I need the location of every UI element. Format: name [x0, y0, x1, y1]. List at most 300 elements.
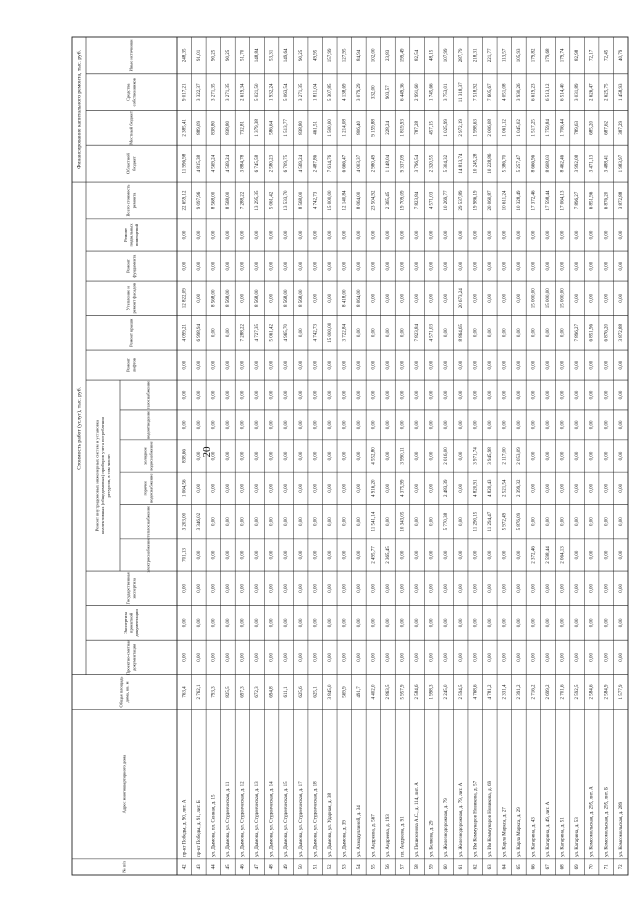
cell-oth: 84,94: [357, 49, 363, 62]
cell-reg: 8 462,46: [560, 154, 566, 173]
cell-bas: 0,00: [240, 230, 246, 240]
column-header: фундамента: [131, 254, 137, 278]
cell-s2: 11 294,47: [487, 511, 493, 532]
cell-fnd: 0,00: [415, 261, 421, 271]
cell-fnd: 0,00: [269, 261, 275, 271]
cell-no: 45: [226, 864, 232, 870]
cell-roof: 8 864,65: [458, 324, 464, 342]
cell-no: 69: [575, 864, 581, 870]
cell-total: 4 571,03: [429, 191, 435, 210]
cell-addr: ул. Андреева, д. 193: [386, 814, 392, 857]
cell-bas: 0,00: [284, 230, 290, 240]
cell-own: 11 318,37: [458, 82, 464, 103]
cell-s5: 0,00: [429, 420, 435, 430]
cell-reg: 6 745,58: [255, 154, 261, 173]
cell-c2: 0,00: [342, 618, 348, 628]
cell-fnd: 0,00: [531, 261, 537, 271]
cell-c2: 0,00: [560, 618, 566, 628]
cell-c1: 0,00: [400, 653, 406, 662]
cell-lift: 0,00: [342, 360, 348, 370]
cell-reg: 3 471,13: [589, 154, 595, 173]
cell-bas: 0,00: [313, 230, 319, 240]
cell-s6: 0,00: [502, 390, 508, 400]
cell-fnd: 0,00: [255, 261, 261, 271]
cell-s3: 0,00: [284, 483, 290, 493]
cell-s4: 838,66: [182, 449, 188, 463]
cell-lift: 0,00: [400, 360, 406, 370]
cell-fnd: 0,00: [298, 261, 304, 271]
cell-s4: 3 945,98: [487, 447, 493, 465]
cell-lift: 0,00: [502, 360, 508, 370]
cell-c2: 0,00: [429, 618, 435, 628]
cell-c3: 0,00: [618, 584, 624, 593]
cell-c1: 0,00: [327, 653, 333, 662]
cell-c3: 0,00: [560, 584, 566, 593]
cell-own: 2 619,34: [240, 83, 246, 102]
cell-s1: 0,00: [487, 550, 493, 560]
cell-s5: 0,00: [240, 420, 246, 430]
column-header: экспертиза: [131, 578, 137, 599]
cell-lift: 0,00: [604, 360, 610, 370]
column-header: электроснабжение: [145, 537, 151, 573]
cell-roof: 7 896,27: [575, 324, 581, 342]
cell-s3: 0,00: [269, 483, 275, 493]
cell-fnd: 0,00: [502, 261, 508, 271]
cell-fac: 0,00: [371, 293, 377, 303]
cell-c2: 0,00: [313, 618, 319, 628]
column-header: водоснабжение: [148, 441, 154, 471]
cell-s5: 0,00: [386, 420, 392, 430]
cell-c1: 0,00: [618, 653, 624, 662]
cell-roof: 0,00: [487, 328, 493, 338]
cell-s6: 0,00: [342, 390, 348, 400]
cell-no: 57: [400, 864, 406, 870]
cell-s3: 2 399,32: [517, 479, 523, 497]
cell-s1: 0,00: [211, 550, 217, 560]
cell-s4: 0,00: [255, 451, 261, 461]
cell-c1: 0,00: [211, 653, 217, 662]
cell-s5: 0,00: [211, 420, 217, 430]
cell-fac: 0,00: [444, 293, 450, 303]
cell-s5: 0,00: [487, 420, 493, 430]
cell-own: 5 307,85: [327, 83, 333, 102]
cell-lift: 0,00: [458, 360, 464, 370]
cell-c2: 0,00: [371, 618, 377, 628]
cell-loc: 787,28: [415, 121, 421, 135]
cell-fnd: 0,00: [575, 261, 581, 271]
cell-addr: ул. Дымова, ул. Студенческая, д. 11: [226, 781, 232, 857]
cell-bas: 0,00: [458, 230, 464, 240]
cell-total: 8 568,00: [211, 191, 217, 210]
cell-s4: 0,00: [415, 451, 421, 461]
cell-fnd: 0,00: [517, 261, 523, 271]
cell-no: 55: [371, 864, 377, 870]
cell-bas: 0,00: [196, 230, 202, 240]
cell-area: 697,3: [240, 686, 246, 698]
cell-s4: 0,00: [211, 451, 217, 461]
cell-s3: 1 064,56: [182, 479, 188, 497]
cell-s3: 0,00: [357, 483, 363, 493]
cell-lift: 0,00: [269, 360, 275, 370]
cell-oth: 148,84: [255, 48, 261, 63]
cell-reg: 5 386,70: [502, 154, 508, 173]
cell-total: 17 598,44: [546, 190, 552, 211]
cell-fac: 20 673,24: [458, 288, 464, 309]
cell-bas: 0,00: [182, 230, 188, 240]
cell-s4: 4 552,80: [371, 447, 377, 465]
cell-s5: 0,00: [502, 420, 508, 430]
cell-s3: 0,00: [429, 483, 435, 493]
cell-own: 3 271,35: [298, 83, 304, 102]
cell-c1: 0,00: [531, 653, 537, 662]
cell-area: 2 391,2: [517, 684, 523, 700]
cell-lift: 0,00: [473, 360, 479, 370]
column-header: № п/п: [121, 861, 127, 873]
cell-c3: 0,00: [240, 584, 246, 593]
cell-loc: 1 819,93: [400, 119, 406, 137]
cell-loc: 1 061,12: [502, 119, 508, 137]
cell-fnd: 0,00: [342, 261, 348, 271]
cell-fnd: 0,00: [313, 261, 319, 271]
cell-area: 2 863,5: [386, 684, 392, 700]
column-header: дома, кв. м: [124, 681, 130, 703]
column-header: Всего стоимость: [125, 184, 131, 217]
cell-s2: 0,00: [531, 517, 537, 526]
cell-c1: 0,00: [458, 653, 464, 662]
cell-s4: 0,00: [226, 451, 232, 461]
cell-bas: 0,00: [517, 230, 523, 240]
cell-own: 7 605,67: [487, 83, 493, 102]
cell-area: 611,1: [284, 686, 290, 698]
column-header: Утепление и: [125, 286, 131, 311]
cell-own: 6 449,36: [400, 83, 406, 102]
cell-s1: 2 064,13: [560, 546, 566, 564]
cell-lift: 0,00: [357, 360, 363, 370]
cell-c3: 0,00: [400, 584, 406, 593]
cell-fac: 8 064,00: [357, 289, 363, 308]
cell-no: 48: [269, 864, 275, 870]
cell-s2: 0,00: [298, 517, 304, 526]
cell-own: 1 811,04: [313, 83, 319, 101]
cell-oth: 49,95: [313, 49, 319, 62]
cell-s6: 0,00: [371, 390, 377, 400]
cell-c3: 0,00: [502, 584, 508, 593]
cell-addr: ул. Им Коммунаров Новикова, д. 69: [487, 780, 493, 857]
cell-s5: 0,00: [604, 420, 610, 430]
cell-loc: 1 513,77: [284, 119, 290, 137]
cell-lift: 0,00: [546, 360, 552, 370]
cell-s5: 0,00: [589, 420, 595, 430]
cell-s1: 2 495,77: [371, 546, 377, 564]
cell-lift: 0,00: [327, 360, 333, 370]
cell-loc: 1 517,25: [531, 119, 537, 137]
cell-roof: 7 288,22: [240, 324, 246, 342]
cell-s6: 0,00: [327, 390, 333, 400]
cell-s3: 0,00: [386, 483, 392, 493]
column-header: проектной: [128, 612, 134, 633]
cell-fnd: 0,00: [560, 261, 566, 271]
cell-s5: 0,00: [196, 420, 202, 430]
cell-no: 61: [458, 864, 464, 870]
group-header-cost: Стоимость работ (услуг), тыс. руб.: [76, 387, 83, 470]
cell-s2: 0,00: [269, 517, 275, 526]
cell-lift: 0,00: [444, 360, 450, 370]
cell-area: 825,5: [226, 686, 232, 698]
column-header: водоснабжение: [148, 473, 154, 503]
cell-roof: 0,00: [357, 328, 363, 338]
cell-addr: ул. Беляева, д. 29: [429, 820, 435, 857]
cell-s3: 0,00: [546, 483, 552, 493]
cell-no: 42: [182, 864, 188, 870]
cell-s4: 2 016,00: [444, 447, 450, 465]
cell-s6: 0,00: [429, 390, 435, 400]
cell-no: 67: [546, 864, 552, 870]
cell-lift: 0,00: [415, 360, 421, 370]
cell-fnd: 0,00: [284, 261, 290, 271]
cell-reg: 3 796,54: [415, 154, 421, 173]
cell-fnd: 0,00: [357, 261, 363, 271]
cell-lift: 0,00: [386, 360, 392, 370]
cell-own: 3 271,35: [211, 83, 217, 102]
cell-reg: 2 320,55: [429, 154, 435, 173]
cell-reg: 3 992,08: [575, 154, 581, 173]
cell-c1: 0,00: [560, 653, 566, 662]
cell-c3: 0,00: [226, 584, 232, 593]
cell-roof: 0,00: [502, 328, 508, 338]
cell-oth: 40,79: [618, 49, 624, 62]
cell-s6: 0,00: [269, 390, 275, 400]
cell-s2: 0,00: [357, 517, 363, 526]
cell-fnd: 0,00: [618, 261, 624, 271]
cell-total: 7 823,84: [415, 191, 421, 210]
cell-area: 4 768,6: [473, 684, 479, 700]
cell-fnd: 0,00: [604, 261, 610, 271]
cell-s6: 0,00: [196, 390, 202, 400]
cell-bas: 0,00: [618, 230, 624, 240]
cell-reg: 14 813,74: [458, 153, 464, 174]
cell-addr: пл. Андреева, д. 91: [400, 816, 406, 857]
cell-s4: 0,00: [284, 451, 290, 461]
cell-lift: 0,00: [240, 360, 246, 370]
cell-s3: 0,00: [531, 483, 537, 493]
cell-no: 44: [211, 864, 217, 870]
cell-s6: 0,00: [560, 390, 566, 400]
column-header: Средства: [125, 83, 131, 102]
column-header: теплоснабжение: [145, 505, 151, 538]
cell-s4: 0,00: [531, 451, 537, 461]
cell-fnd: 0,00: [429, 261, 435, 271]
cell-c2: 0,00: [444, 618, 450, 628]
group-header-systems: коллективных (общедомовых) приборов учета потребления: [100, 417, 106, 534]
cell-lift: 0,00: [196, 360, 202, 370]
cell-c2: 0,00: [269, 618, 275, 628]
cell-roof: 0,00: [386, 328, 392, 338]
cell-area: 694,8: [269, 686, 275, 698]
cell-fac: 0,00: [240, 293, 246, 303]
cell-s4: 3 971,74: [473, 447, 479, 465]
cell-s4: 0,00: [342, 451, 348, 461]
cell-roof: 6 851,96: [589, 324, 595, 342]
cell-c3: 0,00: [313, 584, 319, 593]
cell-c3: 0,00: [255, 584, 261, 593]
cell-s4: 0,00: [298, 451, 304, 461]
cell-s2: 0,00: [284, 517, 290, 526]
cell-oth: 179,74: [560, 48, 566, 63]
cell-c3: 0,00: [269, 584, 275, 593]
group-header-systems: ресурсов, в том числе:: [105, 453, 111, 498]
cell-c3: 0,00: [196, 584, 202, 593]
cell-s2: 0,00: [255, 517, 261, 526]
cell-bas: 0,00: [342, 230, 348, 240]
cell-lift: 0,00: [517, 360, 523, 370]
cell-addr: ул. Кагарина, д. 51: [560, 817, 566, 857]
column-header: Государственная: [125, 572, 131, 605]
cell-area: 2 592,5: [575, 684, 581, 700]
cell-reg: 4 569,24: [226, 154, 232, 173]
cell-s3: 2 483,39: [444, 479, 450, 497]
cell-fac: 0,00: [269, 293, 275, 303]
cell-total: 19 709,09: [400, 190, 406, 211]
cell-s2: 0,00: [240, 517, 246, 526]
cell-s6: 0,00: [618, 390, 624, 400]
cell-s1: 0,00: [400, 550, 406, 560]
column-header: Иные источники: [128, 39, 134, 72]
cell-roof: 7 823,84: [415, 324, 421, 342]
cell-fac: 0,00: [429, 293, 435, 303]
cell-fac: 8 568,00: [298, 289, 304, 308]
cell-s6: 0,00: [415, 390, 421, 400]
cell-c1: 0,00: [269, 653, 275, 662]
cell-c3: 0,00: [284, 584, 290, 593]
cell-roof: 0,00: [298, 328, 304, 338]
cell-roof: 0,00: [211, 328, 217, 338]
cell-reg: 5 257,47: [517, 154, 523, 173]
column-header: подвальных: [128, 223, 134, 247]
cell-s5: 0,00: [531, 420, 537, 430]
cell-c1: 0,00: [444, 653, 450, 662]
cell-reg: 8 666,96: [531, 154, 537, 173]
cell-addr: ул. Дымова, ул. Студенческая, д. 14: [269, 781, 275, 857]
cell-bas: 0,00: [487, 230, 493, 240]
cell-c3: 0,00: [211, 584, 217, 593]
column-header: документация: [131, 643, 137, 671]
cell-no: 63: [487, 864, 493, 870]
cell-lift: 0,00: [531, 360, 537, 370]
cell-roof: 4 742,73: [313, 324, 319, 342]
cell-fac: 0,00: [604, 293, 610, 303]
cell-reg: 4 003,37: [357, 154, 363, 173]
cell-s5: 0,00: [313, 420, 319, 430]
cell-s2: 5 972,49: [502, 512, 508, 531]
cell-addr: ул. Кагарина, д. 49, лит. А: [546, 801, 552, 857]
cell-s6: 0,00: [444, 390, 450, 400]
cell-addr: ул. Дымова, ул. Студенческая, д. 13: [255, 781, 261, 857]
cell-reg: 9 337,09: [400, 154, 406, 173]
cell-own: 9 017,21: [182, 83, 188, 102]
cell-total: 4 742,73: [313, 191, 319, 210]
cell-own: 3 930,26: [517, 83, 523, 102]
cell-s2: 5 770,38: [444, 512, 450, 531]
column-header: водоотведение: [145, 410, 151, 439]
cell-total: 19 986,19: [473, 190, 479, 211]
cell-s5: 0,00: [618, 420, 624, 430]
cell-reg: 1 983,97: [618, 154, 624, 173]
cell-area: 1 577,9: [618, 684, 624, 700]
cell-reg: 2 980,49: [371, 154, 377, 173]
cell-total: 2 365,45: [386, 191, 392, 210]
column-header: собственников: [131, 78, 137, 107]
cell-s5: 0,00: [546, 420, 552, 430]
cell-lift: 0,00: [560, 360, 566, 370]
cell-no: 59: [429, 864, 435, 870]
cell-s2: 0,00: [546, 517, 552, 526]
cell-reg: 2 580,23: [269, 154, 275, 173]
cell-loc: 461,51: [313, 121, 319, 135]
cell-fnd: 0,00: [386, 261, 392, 271]
cell-area: 2 584,9: [604, 684, 610, 700]
cell-s4: 0,00: [560, 451, 566, 461]
cell-own: 7 518,92: [473, 83, 479, 102]
cell-own: 2 626,47: [589, 83, 595, 102]
cell-total: 10 611,24: [502, 190, 508, 211]
cell-fnd: 0,00: [400, 261, 406, 271]
column-header: газоснабжение: [145, 380, 151, 410]
cell-c1: 0,00: [240, 653, 246, 662]
cell-loc: 457,15: [429, 121, 435, 135]
cell-c3: 0,00: [327, 584, 333, 593]
cell-oth: 248,35: [182, 48, 188, 63]
cell-s6: 0,00: [182, 390, 188, 400]
cell-s6: 0,00: [546, 390, 552, 400]
cell-total: 15 000,00: [327, 190, 333, 211]
cell-s1: 0,00: [415, 550, 421, 560]
cell-total: 23 504,92: [371, 190, 377, 211]
cell-total: 22 659,12: [182, 190, 188, 211]
cell-s1: 0,00: [604, 550, 610, 560]
cell-loc: 806,40: [357, 121, 363, 135]
cell-own: 4 051,08: [502, 83, 508, 102]
cell-oth: 72,17: [589, 49, 595, 62]
cell-addr: ул. Железнодорожная, д. 79, лит. А: [458, 782, 464, 857]
cell-reg: 10 228,86: [487, 153, 493, 174]
column-header: документации: [134, 609, 140, 637]
cell-s6: 0,00: [255, 390, 261, 400]
cell-s3: 0,00: [618, 483, 624, 493]
cell-oth: 113,57: [502, 48, 508, 63]
cell-lift: 0,00: [589, 360, 595, 370]
cell-s2: 0,00: [327, 517, 333, 526]
cell-s1: 0,00: [342, 550, 348, 560]
cell-s3: 0,00: [589, 483, 595, 493]
cell-addr: ул. Андреева, д. 567: [371, 814, 377, 857]
cell-s5: 0,00: [371, 420, 377, 430]
cell-s1: 0,00: [240, 550, 246, 560]
cell-loc: 1 025,99: [444, 119, 450, 137]
cell-c2: 0,00: [327, 618, 333, 628]
cell-c3: 0,00: [473, 584, 479, 593]
cell-s5: 0,00: [473, 420, 479, 430]
cell-c1: 0,00: [284, 653, 290, 662]
cell-loc: 228,24: [386, 121, 392, 135]
cell-roof: 0,00: [517, 328, 523, 338]
group-header-systems: Ремонт внутридомовых инженерных систем и установка: [94, 419, 100, 532]
cell-reg: 2 487,86: [313, 154, 319, 173]
cell-area: 793,3: [211, 686, 217, 698]
cell-s4: 2 117,00: [502, 447, 508, 465]
cell-s5: 0,00: [269, 420, 275, 430]
cell-s5: 0,00: [517, 420, 523, 430]
cell-loc: 586,64: [269, 121, 275, 135]
